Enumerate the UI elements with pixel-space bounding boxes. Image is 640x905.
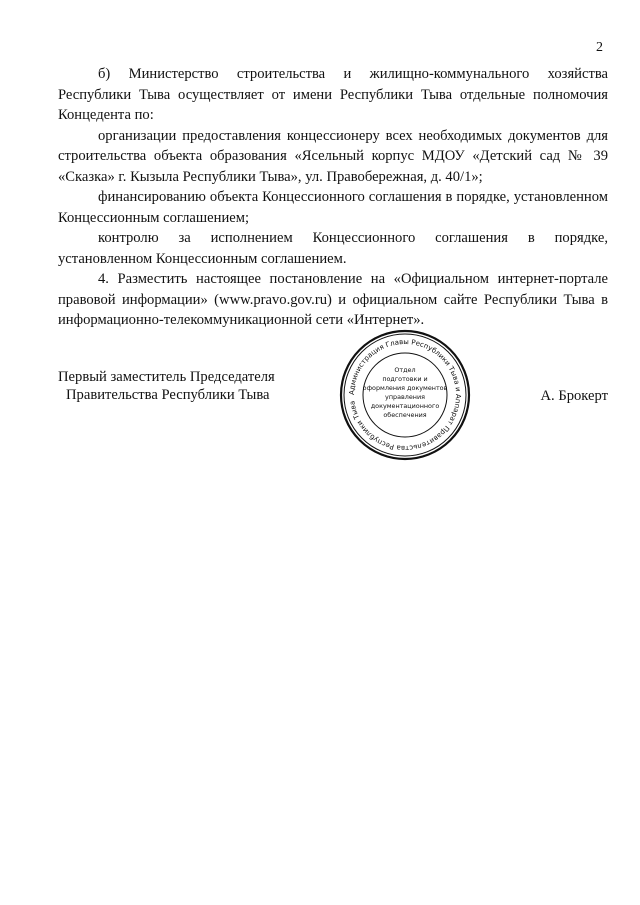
signatory-name: А. Брокерт xyxy=(540,388,608,404)
stamp-line: подготовки и xyxy=(382,375,428,383)
stamp-line: Отдел xyxy=(394,366,416,374)
stamp-line: управления xyxy=(385,393,425,401)
paragraph-documents: организации предоставления концессионеру всех необходимых документов для строительства объекта образования «Ясельный корпус МДОУ «Детский сад № 39 «Сказка» г. Кызыла Республики Тыва», ул. Правобережная, д. 40/1»; xyxy=(58,127,608,185)
stamp-ring-text: Администрация Главы Республики Тыва и Аппарат Правительства Республики Тыва xyxy=(347,337,463,453)
stamp-line: оформления документов xyxy=(362,384,448,392)
paragraph-control: контролю за исполнением Концессионного соглашения в порядке, установленном Концессионным соглашением. xyxy=(58,230,608,267)
stamp-center-text xyxy=(363,366,448,419)
paragraph-ministry-powers: б) Министерство строительства и жилищно-коммунального хозяйства Республики Тыва осуществляет от имени Республики Тыва отдельные полномочия Концедента по: xyxy=(58,66,608,123)
stamp-line: обеспечения xyxy=(383,411,427,419)
paragraph-financing: финансированию объекта Концессионного соглашения в порядке, установленном Концессионным соглашением; xyxy=(58,189,608,226)
signatory-title xyxy=(58,368,275,404)
signatory-title-line1: Первый заместитель Председателя xyxy=(58,369,275,385)
document-body xyxy=(58,64,608,331)
stamp-line: документационного xyxy=(370,402,440,410)
page-number: 2 xyxy=(596,40,603,55)
official-stamp xyxy=(338,328,472,462)
paragraph-publication: 4. Разместить настоящее постановление на «Официальном интернет-портале правовой информации» (www.pravo.gov.ru) и официальном сайте Республики Тыва в информационно-телекоммуникационной сети «Интернет». xyxy=(58,271,608,328)
signatory-title-line2: Правительства Республики Тыва xyxy=(66,387,270,403)
signature-block xyxy=(58,368,608,488)
